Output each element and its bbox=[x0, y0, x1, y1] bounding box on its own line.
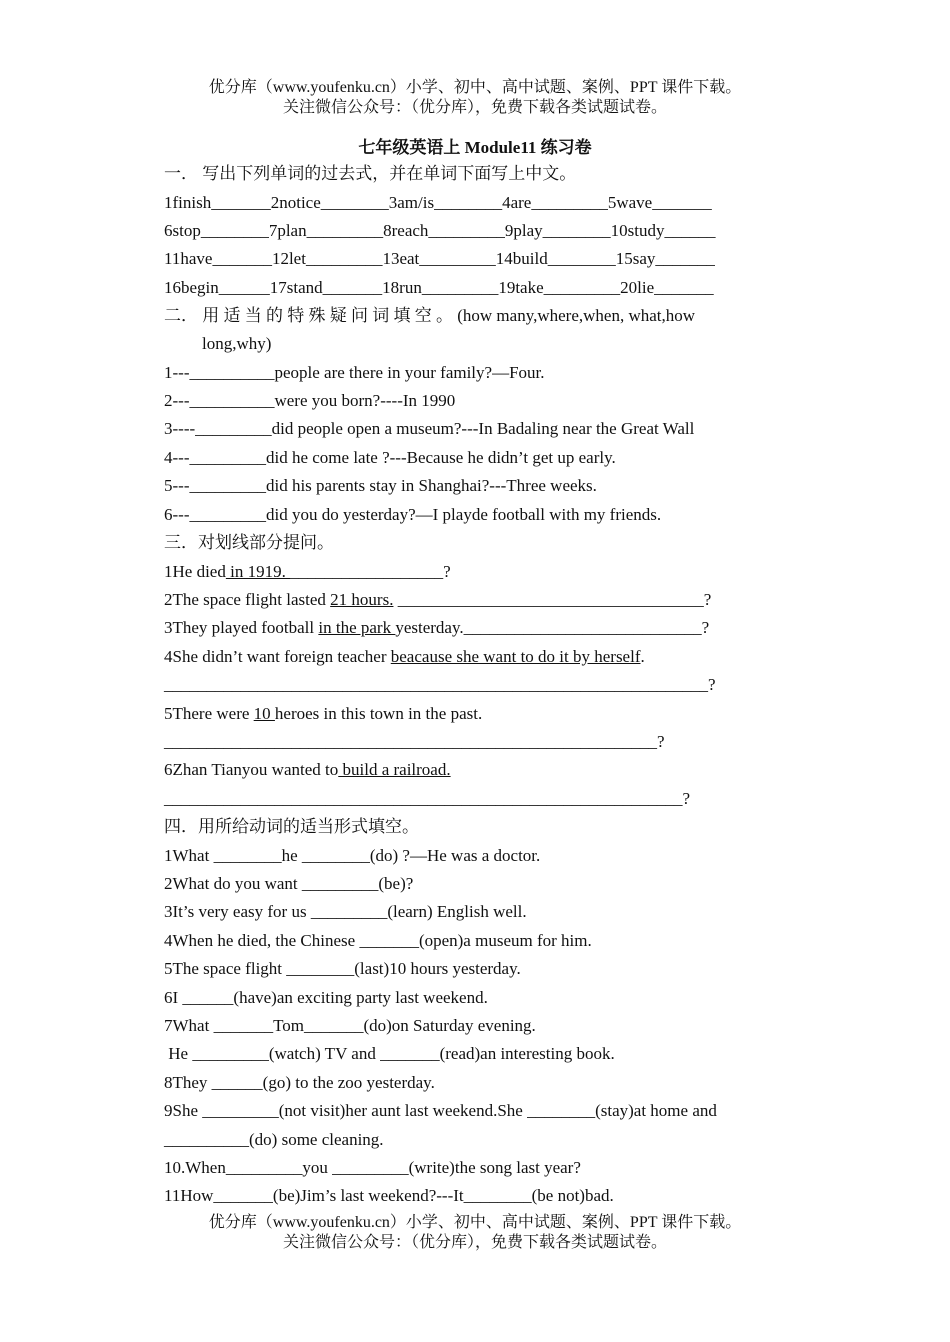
section-4-item: He _________(watch) TV and _______(read)an interesting book. bbox=[164, 1044, 615, 1063]
section-2-heading: 二． 用 适 当 的 特 殊 疑 问 词 填 空 。 (how many,where,when, what,how bbox=[164, 306, 696, 325]
section-2-item: 6---_________did you do yesterday?—I playde football with my friends. bbox=[164, 505, 662, 524]
section-4-item: 4When he died, the Chinese _______(open)a museum for him. bbox=[164, 931, 592, 950]
section-1-row: 1finish_______2notice________3am/is________4are_________5wave_______ bbox=[164, 193, 712, 212]
section-1-row: 6stop________7plan_________8reach_________9play________10study______ bbox=[164, 221, 716, 240]
answer-blank: yesterday.____________________________? bbox=[395, 618, 710, 637]
header-line-1: 优分库（www.youfenku.cn）小学、初中、高中试题、案例、PPT 课件下载。 bbox=[208, 79, 742, 96]
question-text: 4She didn’t want foreign teacher bbox=[164, 647, 391, 666]
section-2-item: 4---_________did he come late ?---Because he didn’t get up early. bbox=[164, 448, 616, 467]
section-4-item: 7What _______Tom_______(do)on Saturday evening. bbox=[164, 1016, 536, 1035]
section-2-item: 5---_________did his parents stay in Shanghai?---Three weeks. bbox=[164, 476, 597, 495]
question-text: . bbox=[640, 647, 645, 666]
section-2-item: 2---__________were you born?----In 1990 bbox=[164, 391, 456, 410]
section-3-heading: 三．对划线部分提问。 bbox=[164, 533, 334, 552]
section-4-item: 6I ______(have)an exciting party last weekend. bbox=[164, 988, 488, 1007]
question-text: 6Zhan Tianyou wanted to bbox=[164, 760, 339, 779]
answer-line: _____________________________________________________________? bbox=[164, 789, 691, 808]
section-1-heading: 一． 写出下列单词的过去式，并在单词下面写上中文。 bbox=[164, 164, 577, 183]
section-3-question bbox=[164, 759, 788, 781]
section-1-row: 11have_______12let_________13eat_________14build________15say_______ bbox=[164, 249, 715, 268]
section-4-item: 3It’s very easy for us _________(learn) English well. bbox=[164, 902, 527, 921]
section-4-item: 9She _________(not visit)her aunt last weekend.She ________(stay)at home and bbox=[164, 1101, 717, 1120]
question-text: 5There were bbox=[164, 704, 254, 723]
underlined-part: build a railroad. bbox=[338, 760, 451, 779]
section-3-question bbox=[164, 589, 788, 611]
section-2-item: 3----_________did people open a museum?---In Badaling near the Great Wall bbox=[164, 419, 695, 438]
section-2-item: 1---__________people are there in your family?—Four. bbox=[164, 363, 545, 382]
answer-blank: ____________________________________? bbox=[393, 590, 712, 609]
section-4-heading: 四．用所给动词的适当形式填空。 bbox=[164, 817, 419, 836]
answer-line: __________________________________________________________? bbox=[164, 732, 665, 751]
section-4-item: 2What do you want _________(be)? bbox=[164, 874, 414, 893]
section-4-item: 10.When_________you _________(write)the song last year? bbox=[164, 1158, 581, 1177]
section-4-item: __________(do) some cleaning. bbox=[164, 1130, 384, 1149]
section-4-item: 1What ________he ________(do) ?—He was a doctor. bbox=[164, 846, 541, 865]
section-4-item: 8They ______(go) to the zoo yesterday. bbox=[164, 1073, 435, 1092]
underlined-part: beacause she want to do it by herself bbox=[390, 647, 641, 666]
underlined-part: 21 hours. bbox=[330, 590, 394, 609]
section-3-question bbox=[164, 646, 788, 668]
section-1-row: 16begin______17stand_______18run_________19take_________20lie_______ bbox=[164, 278, 714, 297]
section-3-question bbox=[164, 703, 788, 725]
answer-line: ________________________________________________________________? bbox=[164, 675, 716, 694]
question-text: 3They played football bbox=[164, 618, 319, 637]
underlined-part: in 1919. bbox=[225, 562, 291, 581]
section-3-question bbox=[164, 617, 788, 639]
section-2-heading-cont: long,why) bbox=[202, 334, 272, 353]
section-4-item: 5The space flight ________(last)10 hours yesterday. bbox=[164, 959, 521, 978]
section-3-question bbox=[164, 561, 788, 583]
header-line-2: 关注微信公众号：（优分库），免费下载各类试题试卷。 bbox=[282, 99, 667, 116]
section-4-item: 11How_______(be)Jim’s last weekend?---It________(be not)bad. bbox=[164, 1186, 614, 1205]
footer-line-1: 优分库（www.youfenku.cn）小学、初中、高中试题、案例、PPT 课件下载。 bbox=[208, 1214, 742, 1231]
footer-line-2: 关注微信公众号：（优分库），免费下载各类试题试卷。 bbox=[282, 1234, 667, 1251]
underlined-part: in the park bbox=[318, 618, 396, 637]
underlined-part: 10 bbox=[253, 704, 275, 723]
question-text: 1He died bbox=[164, 562, 226, 581]
page-title: 七年级英语上 Module11 练习卷 bbox=[358, 138, 592, 157]
question-text: heroes in this town in the past. bbox=[274, 704, 483, 723]
answer-blank: __________________? bbox=[290, 562, 451, 581]
question-text: 2The space flight lasted bbox=[164, 590, 331, 609]
